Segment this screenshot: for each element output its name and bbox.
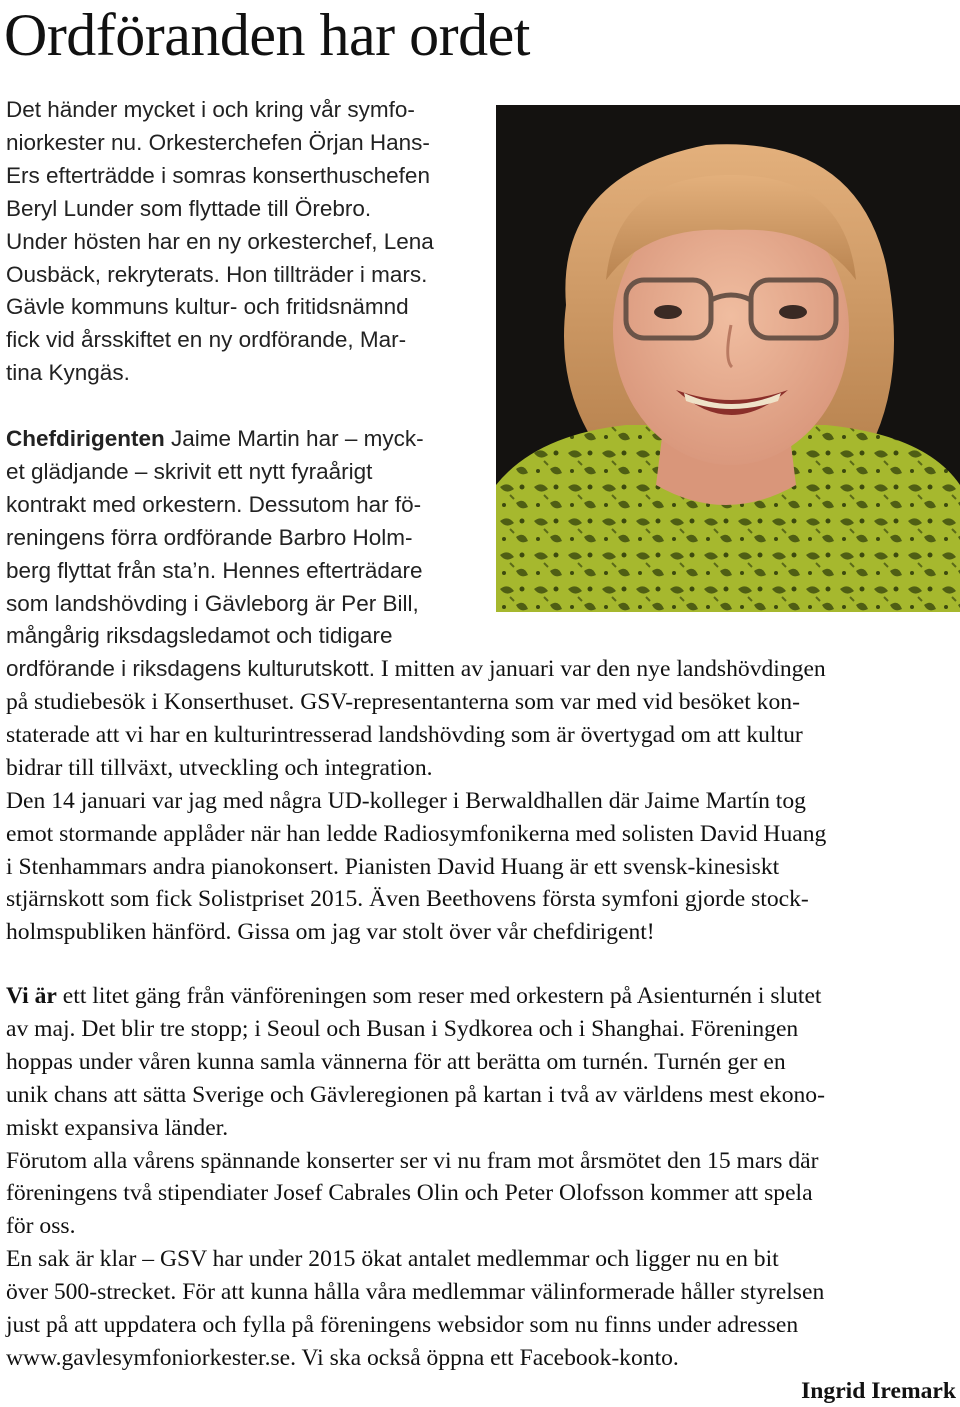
text-line bbox=[6, 980, 825, 1013]
text-line: staterade att vi har en kulturintresserad landshövding som är övertygad om att kultur bbox=[6, 721, 803, 748]
text-span: I mitten av januari var den nye landshövdingen bbox=[374, 656, 826, 682]
text-line: tina Kyngäs. bbox=[6, 360, 130, 386]
text-line: på studiebesök i Konserthuset. GSV-representanterna som var med vid besöket kon- bbox=[6, 689, 800, 715]
text-line: Beryl Lunder som flyttade till Örebro. bbox=[6, 195, 372, 221]
page-title: Ordföranden har ordet bbox=[4, 2, 530, 68]
text-span: ett litet gäng från vänföreningen som reser med orkestern på Asienturnén i slutet bbox=[56, 983, 822, 1009]
lead-word: Vi är bbox=[6, 983, 57, 1009]
right-eye bbox=[779, 305, 807, 319]
text-line: kontrakt med orkestern. Dessutom har fö- bbox=[6, 491, 422, 517]
text-line bbox=[6, 653, 826, 686]
text-line: www.gavlesymfoniorkester.se. Vi ska också öppna ett Facebook-konto. bbox=[6, 1344, 679, 1371]
text-line: et glädjande – skrivit ett nytt fyraårigt bbox=[6, 458, 373, 484]
portrait-photo bbox=[496, 105, 960, 612]
lead-word: Chefdirigenten bbox=[6, 426, 165, 451]
text-line: som landshövding i Gävleborg är Per Bill, bbox=[6, 590, 419, 616]
text-span: Jaime Martin har – myck- bbox=[164, 426, 424, 451]
text-line: Det händer mycket i och kring vår symfo- bbox=[6, 97, 415, 122]
text-line: En sak är klar – GSV har under 2015 ökat antalet medlemmar och ligger nu en bit bbox=[6, 1246, 779, 1273]
text-line: fick vid årsskiftet en ny ordförande, Mar- bbox=[6, 327, 407, 353]
text-line: av maj. Det blir tre stopp; i Seoul och Busan i Sydkorea och i Shanghai. Föreningen bbox=[6, 1015, 799, 1042]
text-line: föreningens två stipendiater Josef Cabrales Olin och Peter Olofsson kommer att spela bbox=[6, 1180, 813, 1207]
signature: Ingrid Iremark bbox=[801, 1378, 956, 1404]
text-span: ordförande i riksdagens kulturutskott. bbox=[6, 656, 375, 681]
text-line: miskt expansiva länder. bbox=[6, 1114, 229, 1141]
text-line: i Stenhammars andra pianokonsert. Pianisten David Huang är ett svensk-kinesiskt bbox=[6, 853, 780, 880]
text-line: emot stormande applåder när han ledde Radiosymfonikerna med solisten David Huang bbox=[6, 820, 827, 847]
text-line: berg flyttat från sta’n. Hennes efterträdare bbox=[6, 557, 423, 583]
intro-paragraph bbox=[6, 94, 434, 390]
text-line: för oss. bbox=[6, 1213, 76, 1240]
mixed-line bbox=[6, 653, 826, 686]
text-line bbox=[6, 423, 424, 456]
text-line: just på att uppdatera och fylla på föreningens websidor som nu finns under adressen bbox=[6, 1312, 799, 1339]
text-line: Förutom alla vårens spännande konserter ser vi nu fram mot årsmötet den 15 mars där bbox=[6, 1147, 819, 1174]
portrait-illustration bbox=[496, 105, 960, 612]
text-line: mångårig riksdagsledamot och tidigare bbox=[6, 623, 393, 649]
text-line: Ers efterträdde i somras konserthuschefen bbox=[6, 162, 430, 188]
chefdirigent-paragraph bbox=[6, 423, 424, 653]
text-line: holmspubliken hänförd. Gissa om jag var stolt över vår chefdirigent! bbox=[6, 919, 655, 946]
text-line: hoppas under våren kunna samla vännerna för att berätta om turnén. Turnén ger en bbox=[6, 1048, 786, 1075]
tour-paragraph bbox=[6, 980, 825, 1375]
left-eye bbox=[654, 305, 682, 319]
text-line: reningens förra ordförande Barbro Holm- bbox=[6, 524, 413, 550]
text-line: unik chans att sätta Sverige och Gävleregionen på kartan i två av världens mest ekono- bbox=[6, 1081, 825, 1108]
text-line: över 500-strecket. För att kunna hålla våra medlemmar välinformerade håller styrelsen bbox=[6, 1279, 825, 1306]
text-line: bidrar till tillväxt, utveckling och integration. bbox=[6, 754, 433, 781]
text-line: Ousbäck, rekryterats. Hon tillträder i mars. bbox=[6, 261, 428, 287]
text-line: Den 14 januari var jag med några UD-kolleger i Berwaldhallen där Jaime Martín tog bbox=[6, 787, 806, 814]
concert-paragraph bbox=[6, 686, 826, 949]
text-line: Gävle kommuns kultur- och fritidsnämnd bbox=[6, 294, 409, 320]
text-line: stjärnskott som fick Solistpriset 2015. Även Beethovens första symfoni gjorde stock- bbox=[6, 886, 809, 913]
text-line: niorkester nu. Orkesterchefen Örjan Hans- bbox=[6, 129, 430, 155]
text-line: Under hösten har en ny orkesterchef, Lena bbox=[6, 228, 434, 254]
